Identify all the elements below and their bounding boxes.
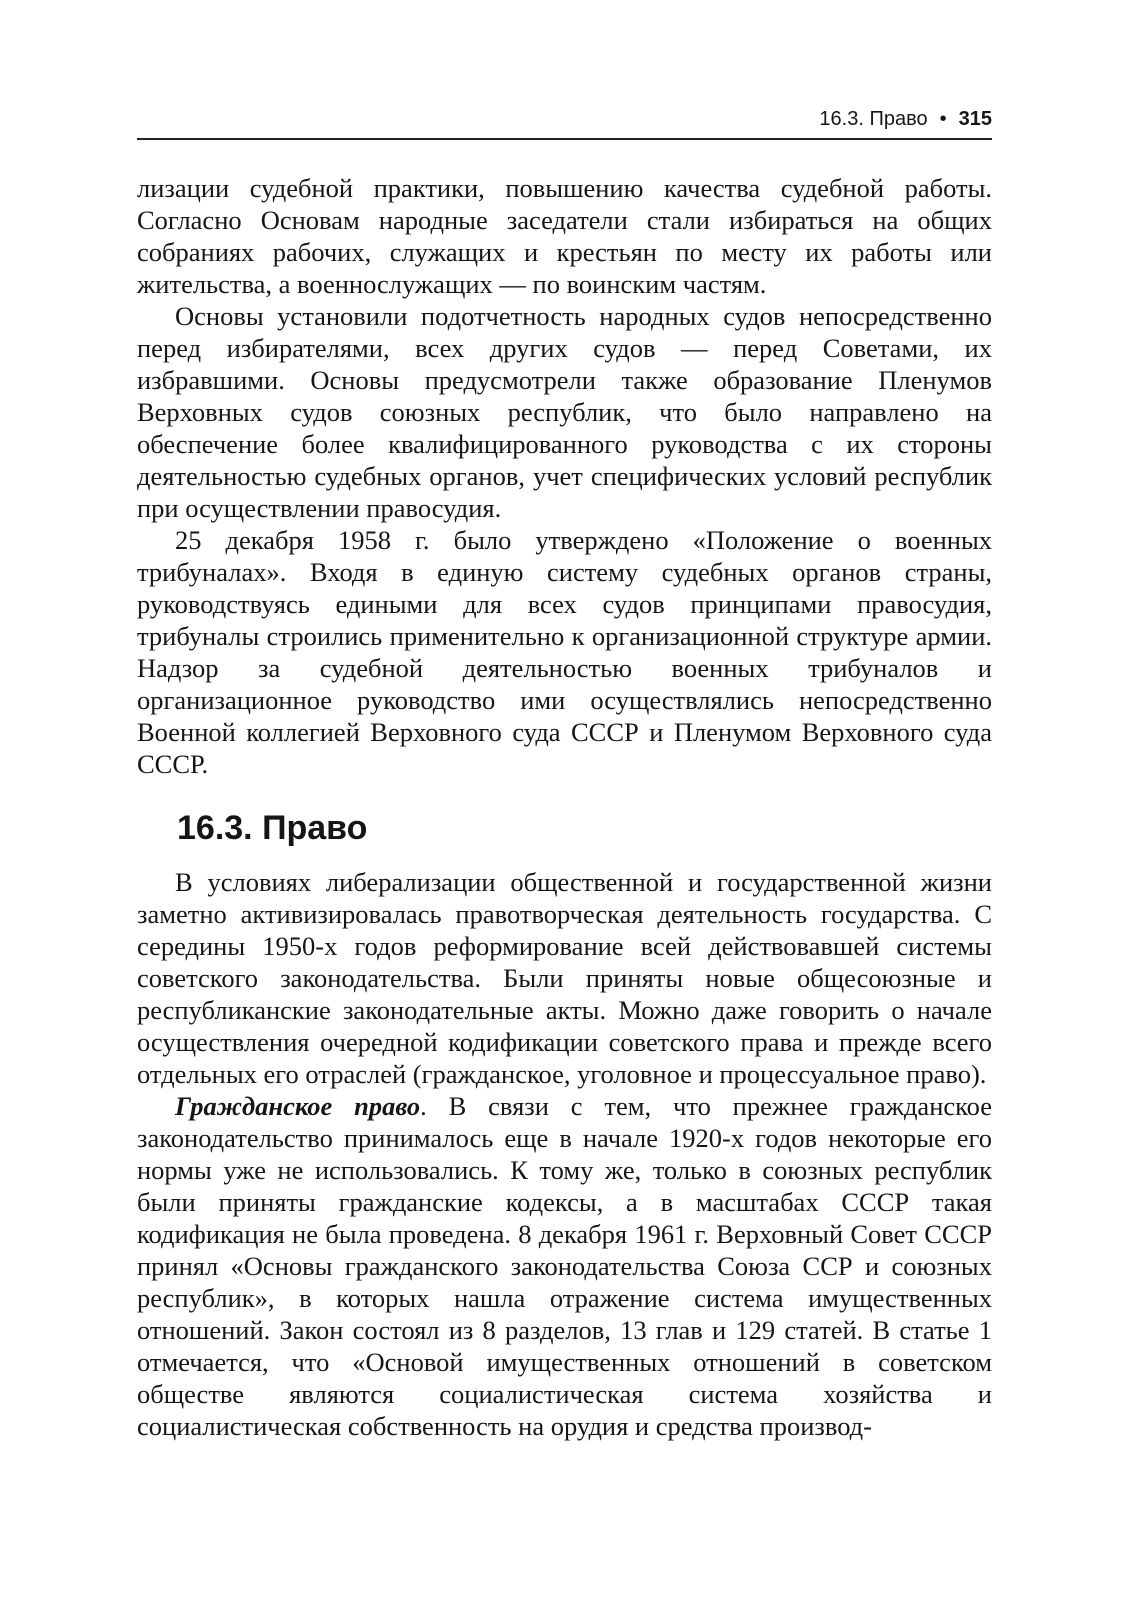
text-block-before-heading <box>137 172 992 780</box>
text-block-after-heading <box>137 866 992 1442</box>
paragraph-accountability: Основы установили подотчетность народных судов непосредственно перед избирателями, всех других судов — перед Советами, их избравшими. Основы предусмотрели также образование Пленумов Верховных судов союзных республик, что было направлено на обеспечение более квалифицированного руководства с их стороны деятельностью судебных органов, учет специфических условий республик при осуществлении правосудия. <box>137 301 992 523</box>
run-in-heading-civil-law: Гражданское право <box>175 1091 421 1121</box>
paragraph-military-tribunals: 25 декабря 1958 г. было утверждено «Положение о военных трибуналах». Входя в единую систему судебных органов страны, руководствуясь едиными для всех судов принципами правосудия, трибуналы строились применительно к организационной структуре армии. Надзор за судебной деятельностью военных трибуналов и организационное руководство ими осуществлялись непосредственно Военной коллегией Верховного суда СССР и Пленумом Верховного суда СССР. <box>137 525 992 779</box>
section-heading: 16.3. Право <box>177 809 368 847</box>
paragraph-intro: В условиях либерализации общественной и государственной жизни заметно активизировалась правотворческая деятельность государства. С середины 1950-х годов реформирование всей действовавшей системы советского законодательства. Были приняты новые общесоюзные и республиканские законодательные акты. Можно даже говорить о начале осуществления очередной кодификации советского права и прежде всего отдельных его отраслей (гражданское, уголовное и процессуальное право). <box>137 867 992 1089</box>
civil-law-text: . В связи с тем, что прежнее гражданское законодательство принималось еще в начале 1920-х годов некоторые его нормы уже не использовались. К тому же, только в союзных республик были приняты гражданские кодексы, а в масштабах СССР такая кодификация не была проведена. 8 декабря 1961 г. Верховный Совет СССР принял «Основы гражданского законодательства Союза ССР и союзных республик», в которых нашла отражение система имущественных отношений. Закон состоял из 8 разделов, 13 глав и 129 статей. В статье 1 отмечается, что «Основой имущественных отношений в советском обществе являются социалистическая система хозяйства и социалистическая собственность на орудия и средства производ- <box>137 1091 992 1441</box>
paragraph-continuation: лизации судебной практики, повышению качества судебной работы. Согласно Основам народные заседатели стали избираться на общих собраниях рабочих, служащих и крестьян по месту их работы или жительства, а военнослужащих — по воинским частям. <box>137 173 992 299</box>
running-head-separator: • <box>939 108 947 130</box>
running-head <box>137 104 992 140</box>
running-head-section: 16.3. Право <box>819 108 928 130</box>
paragraph-civil-law <box>137 1090 992 1442</box>
page-number: 315 <box>958 108 992 130</box>
